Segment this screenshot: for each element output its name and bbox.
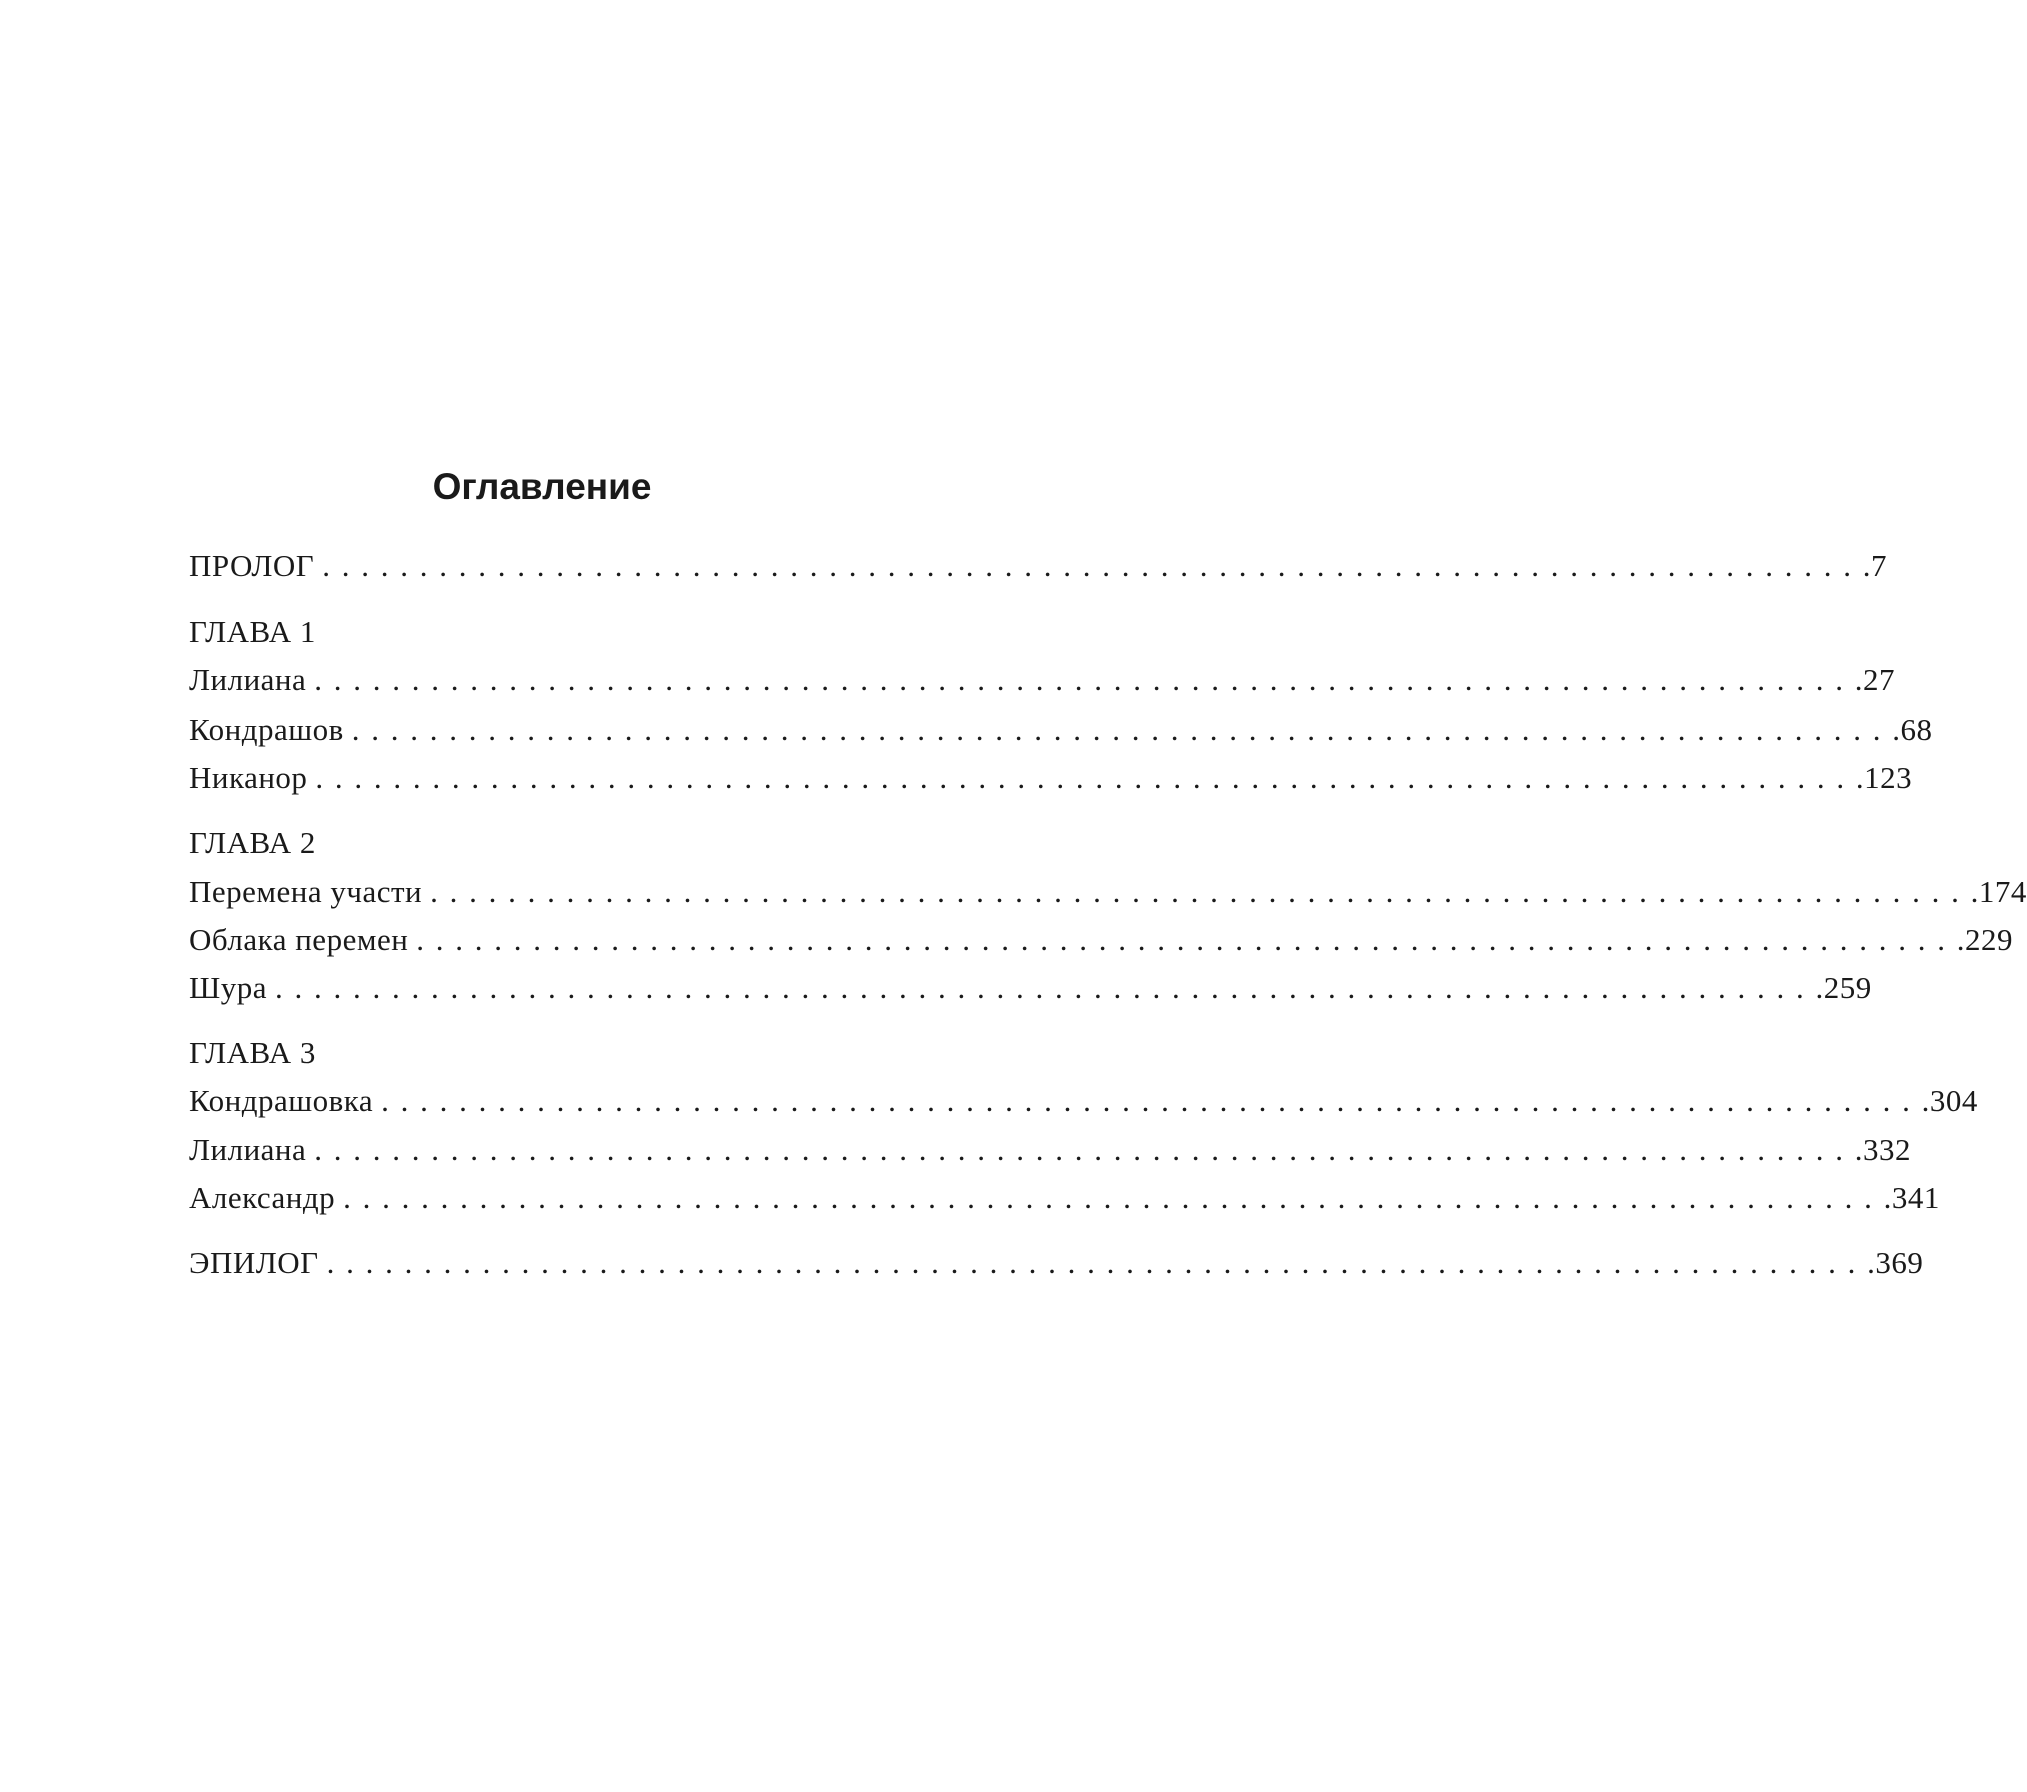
toc-page-number: 341 bbox=[1891, 1180, 1940, 1215]
toc-entry-label: Кондрашовка bbox=[189, 1083, 374, 1118]
toc-entry-label: Никанор bbox=[189, 760, 308, 795]
toc-entry[interactable] bbox=[189, 874, 2027, 914]
dot-leader: . . . . . . . . . . . . . . . . . . . . . . . . . . . . . . . . . . . . . . . . . . . . . . . . . . . . . . . . . . . . . . . . . . . . . . . . . . . . . . . . bbox=[275, 970, 1824, 1005]
toc-entry-label: Облака перемен bbox=[189, 922, 409, 957]
toc-page-number: 68 bbox=[1900, 712, 1933, 747]
toc-entry-label: Шура bbox=[189, 970, 268, 1005]
page-title: Оглавление bbox=[432, 466, 652, 507]
toc-entry[interactable] bbox=[189, 1132, 1912, 1172]
toc-entry[interactable] bbox=[189, 1245, 1924, 1285]
toc-page-number: 229 bbox=[1965, 922, 2014, 957]
dot-leader: . . . . . . . . . . . . . . . . . . . . . . . . . . . . . . . . . . . . . . . . . . . . . . . . . . . . . . . . . . . . . . . . . . . . . . . . . . . . . . . . bbox=[314, 1132, 1864, 1167]
toc-entry-label: ГЛАВА 2 bbox=[189, 825, 316, 860]
toc-page-number: 174 bbox=[1978, 874, 2027, 909]
dot-leader: . . . . . . . . . . . . . . . . . . . . . . . . . . . . . . . . . . . . . . . . . . . . . . . . . . . . . . . . . . . . . . . . . . . . . . . . . . . . . . . . bbox=[315, 760, 1865, 795]
dot-leader: . . . . . . . . . . . . . . . . . . . . . . . . . . . . . . . . . . . . . . . . . . . . . . . . . . . . . . . . . . . . . . . . . . . . . . . . . . . . . . . . bbox=[326, 1245, 1876, 1280]
toc-entry-label: ЭПИЛОГ bbox=[189, 1245, 319, 1280]
toc-page-number: 27 bbox=[1863, 662, 1896, 697]
toc-entry[interactable] bbox=[189, 922, 2014, 962]
dot-leader: . . . . . . . . . . . . . . . . . . . . . . . . . . . . . . . . . . . . . . . . . . . . . . . . . . . . . . . . . . . . . . . . . . . . . . . . . . . . . . . . bbox=[322, 548, 1871, 583]
toc-page-number: 369 bbox=[1875, 1245, 1924, 1280]
toc-page-number: 304 bbox=[1929, 1083, 1978, 1118]
toc-entry-label: ПРОЛОГ bbox=[189, 548, 315, 583]
toc-entry-label: Перемена участи bbox=[189, 874, 423, 909]
toc-entry-label: ГЛАВА 1 bbox=[189, 614, 316, 649]
toc-page-number: 123 bbox=[1864, 760, 1913, 795]
toc-entry-label: Лилиана bbox=[189, 1132, 307, 1167]
toc-entry-label: Кондрашов bbox=[189, 712, 344, 747]
toc-page-number: 259 bbox=[1823, 970, 1872, 1005]
toc-chapter-heading bbox=[189, 1035, 895, 1075]
toc-entry[interactable] bbox=[189, 970, 1872, 1010]
toc-entry[interactable] bbox=[189, 662, 1896, 702]
toc-chapter-heading bbox=[189, 614, 895, 654]
toc-entry-label: ГЛАВА 3 bbox=[189, 1035, 316, 1070]
dot-leader: . . . . . . . . . . . . . . . . . . . . . . . . . . . . . . . . . . . . . . . . . . . . . . . . . . . . . . . . . . . . . . . . . . . . . . . . . . . . . . . . bbox=[343, 1180, 1892, 1215]
dot-leader: . . . . . . . . . . . . . . . . . . . . . . . . . . . . . . . . . . . . . . . . . . . . . . . . . . . . . . . . . . . . . . . . . . . . . . . . . . . . . . . . bbox=[381, 1083, 1930, 1118]
dot-leader: . . . . . . . . . . . . . . . . . . . . . . . . . . . . . . . . . . . . . . . . . . . . . . . . . . . . . . . . . . . . . . . . . . . . . . . . . . . . . . . . bbox=[416, 922, 1966, 957]
toc-page-number: 7 bbox=[1870, 548, 1887, 583]
dot-leader: . . . . . . . . . . . . . . . . . . . . . . . . . . . . . . . . . . . . . . . . . . . . . . . . . . . . . . . . . . . . . . . . . . . . . . . . . . . . . . . . bbox=[430, 874, 1979, 909]
toc-entry[interactable] bbox=[189, 548, 1887, 588]
toc-entry[interactable] bbox=[189, 760, 1913, 800]
toc-page-number: 332 bbox=[1863, 1132, 1912, 1167]
toc-entry-label: Лилиана bbox=[189, 662, 307, 697]
toc-entry-label: Александр bbox=[189, 1180, 336, 1215]
toc-entry[interactable] bbox=[189, 1180, 1940, 1220]
dot-leader: . . . . . . . . . . . . . . . . . . . . . . . . . . . . . . . . . . . . . . . . . . . . . . . . . . . . . . . . . . . . . . . . . . . . . . . . . . . . . . . . bbox=[314, 662, 1864, 697]
dot-leader: . . . . . . . . . . . . . . . . . . . . . . . . . . . . . . . . . . . . . . . . . . . . . . . . . . . . . . . . . . . . . . . . . . . . . . . . . . . . . . . . bbox=[351, 712, 1901, 747]
toc-entry[interactable] bbox=[189, 1083, 1978, 1123]
toc-chapter-heading bbox=[189, 825, 895, 865]
toc-entry[interactable] bbox=[189, 712, 1933, 752]
